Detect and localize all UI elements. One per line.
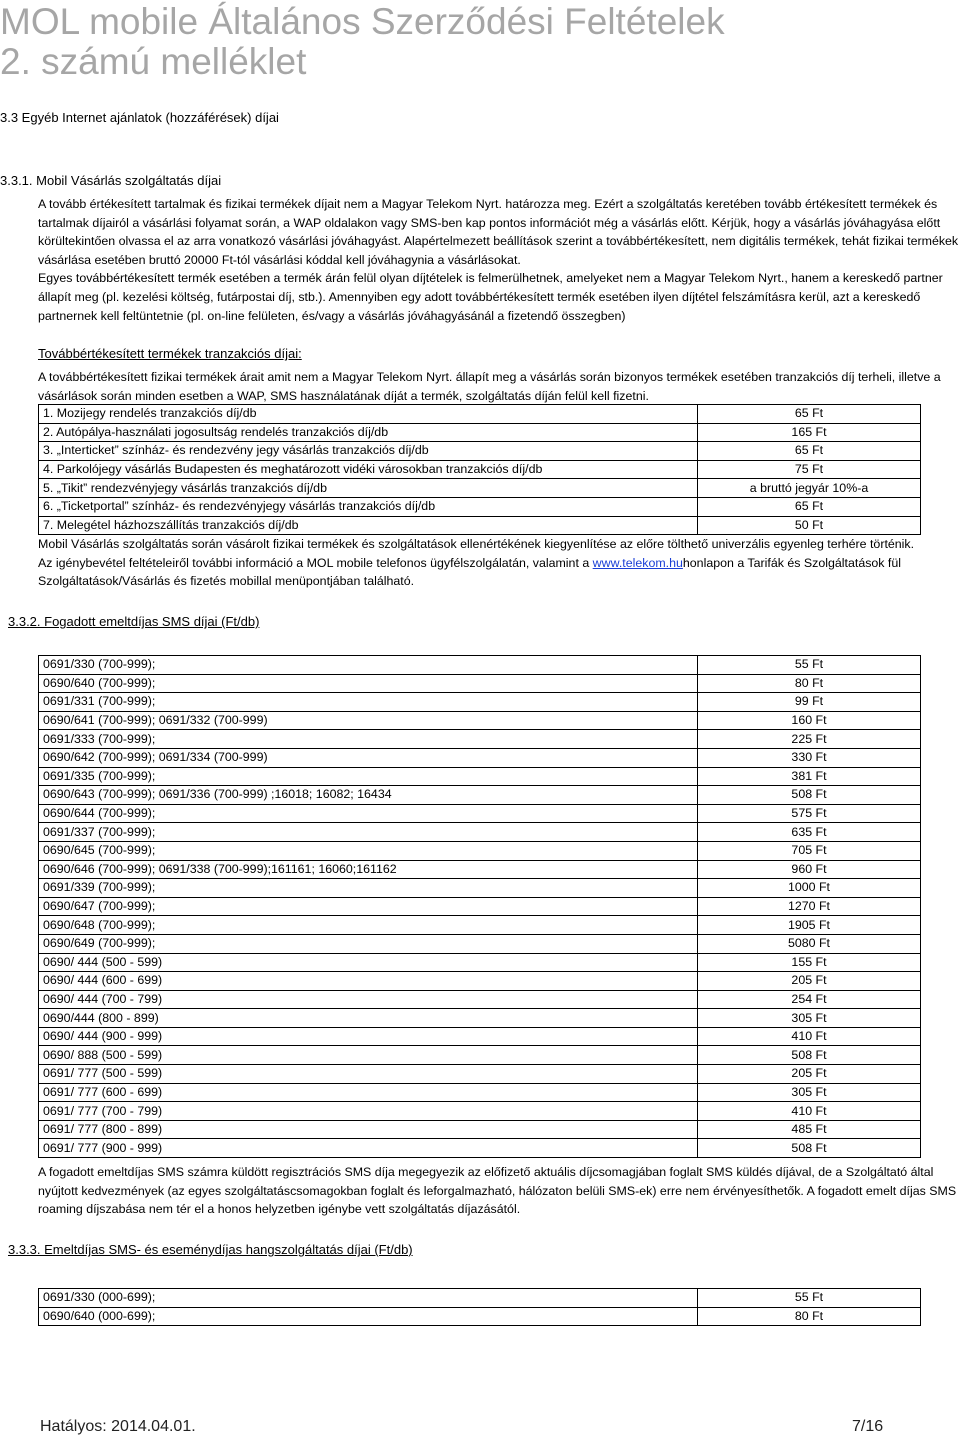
row-value: 160 Ft (698, 711, 921, 730)
table-row (39, 1289, 921, 1308)
table-row (39, 1120, 921, 1139)
row-label: 0691/ 777 (500 - 599) (39, 1065, 698, 1084)
row-label: 0691/ 777 (600 - 699) (39, 1083, 698, 1102)
row-value: 225 Ft (698, 730, 921, 749)
row-value: 165 Ft (698, 423, 921, 442)
row-label: 0690/ 444 (900 - 999) (39, 1027, 698, 1046)
section-heading-3-3-2: 3.3.2. Fogadott emeltdíjas SMS díjai (Ft/db) (8, 614, 260, 629)
row-label: 0690/645 (700-999); (39, 841, 698, 860)
table-row (39, 1046, 921, 1065)
row-label: 0690/ 444 (500 - 599) (39, 953, 698, 972)
table-row (39, 916, 921, 935)
page-number: 7/16 (852, 1418, 884, 1435)
document-title: MOL mobile Általános Szerződési Feltételek (0, 1, 725, 42)
section-heading-3-3: 3.3 Egyéb Internet ajánlatok (hozzáférések) díjai (0, 110, 279, 125)
row-label: 0690/641 (700-999); 0691/332 (700-999) (39, 711, 698, 730)
row-value: 508 Ft (698, 786, 921, 805)
row-label: 2. Autópálya-használati jogosultság rendelés tranzakciós díj/db (39, 423, 698, 442)
row-label: 0690/646 (700-999); 0691/338 (700-999);161161; 16060;161162 (39, 860, 698, 879)
table-row (39, 1009, 921, 1028)
row-label: 0690/649 (700-999); (39, 934, 698, 953)
row-label: 0690/ 444 (700 - 799) (39, 990, 698, 1009)
row-value: 65 Ft (698, 442, 921, 461)
table-row (39, 442, 921, 461)
table-row (39, 497, 921, 516)
row-label: 7. Melegétel házhozszállítás tranzakciós díj/db (39, 516, 698, 535)
row-label: 0690/643 (700-999); 0691/336 (700-999) ;16018; 16082; 16434 (39, 786, 698, 805)
row-label: 1. Mozijegy rendelés tranzakciós díj/db (39, 405, 698, 424)
premium-sms-note: A fogadott emeltdíjas SMS számra küldött regisztrációs SMS díja megegyezik az előfizető aktuális díjcsomagjában foglalt SMS küldés díjával, de a Szolgáltató által nyújtott kedvezmények (az egyes szolgáltatáscsomagokban foglalt és leforgalmazható, hálózaton belüli SMS-ek) erre nem érvényesíthetők. A fogadott emelt díjas SMS roaming díjszabása nem tér el a honos helyzetben igénybe vett szolgáltatás díjazásától. (38, 1165, 957, 1217)
row-value: 1270 Ft (698, 897, 921, 916)
row-label: 6. „Ticketportal” színház- és rendezvényjegy vásárlás tranzakciós díj/db (39, 497, 698, 516)
row-label: 0691/331 (700-999); (39, 693, 698, 712)
paragraph-pricing: A tovább értékesített tartalmak és fizikai termékek díjait nem a Magyar Telekom Nyrt. határozza meg. Ezért a szolgáltatás keretében tovább értékesített termékek és tartalmak díjairól a vásárlási folyamat során, a WAP oldalakon vagy SMS-ben kap pontos információt még a vásárlás előtt. Kérjük, hogy a vásárlás jóváhagyása előtt körültekintően olvassa el az arra vonatkozó vásárlási jóváhagyást. Alapértelmezett beállítások szerint a továbbértékesített, nem digitális termékek, tehát fizikai termékek vásárlása esetében bruttó 20000 Ft-tól vásárlási kóddal kell jóváhagynia a vásárlásokat. (38, 197, 959, 267)
row-label: 0691/333 (700-999); (39, 730, 698, 749)
table-row (39, 860, 921, 879)
row-label: 0690/ 888 (500 - 599) (39, 1046, 698, 1065)
row-value: 80 Ft (698, 674, 921, 693)
paragraph-extra-fees: Egyes továbbértékesített termék esetében a termék árán felül olyan díjtételek is felmerülhetnek, amelyeket nem a Magyar Telekom Nyrt., hanem a kereskedő partner állapít meg (pl. kezelési költség, futárpostai díj, stb.). Amennyiben egy adott továbbértékesített termék esetében ilyen díjtétel felszámításra kerül, azt a kereskedő partnernek kell feltüntetnie (pl. on-line felületen, és/vagy a vásárlás jóváhagyásánál a fizetendő összegben) (38, 271, 943, 323)
mobile-purchase-paragraphs (38, 195, 960, 325)
row-value: 485 Ft (698, 1120, 921, 1139)
table-row (39, 934, 921, 953)
row-label: 0690/644 (700-999); (39, 804, 698, 823)
row-value: 305 Ft (698, 1009, 921, 1028)
table-row (39, 656, 921, 675)
row-label: 3. „Interticket” színház- és rendezvény jegy vásárlás tranzakciós díj/db (39, 442, 698, 461)
table-row (39, 990, 921, 1009)
row-value: 1905 Ft (698, 916, 921, 935)
balance-note: Mobil Vásárlás szolgáltatás során vásárolt fizikai termékek és szolgáltatások ellenértékének kiegyenlítése az előre tölthető univerzális egyenleg terhére történik. (38, 537, 915, 551)
transaction-fee-table (38, 404, 921, 535)
row-value: 65 Ft (698, 405, 921, 424)
table-row (39, 405, 921, 424)
row-value: 635 Ft (698, 823, 921, 842)
row-label: 0691/339 (700-999); (39, 879, 698, 898)
info-note: Az igénybevétel feltételeiről további információ a MOL mobile telefonos ügyfélszolgálatán, valamint a www.telekom.huhonlapon a Tarifák és Szolgáltatások fül Szolgáltatások/Vásárlás és fizetés mobillal menüpontjában található. (38, 555, 902, 589)
row-value: 305 Ft (698, 1083, 921, 1102)
row-label: 0691/330 (000-699); (39, 1289, 698, 1308)
table-row (39, 1307, 921, 1326)
table-row (39, 1065, 921, 1084)
row-value: 55 Ft (698, 656, 921, 675)
table-row (39, 897, 921, 916)
row-value: 330 Ft (698, 748, 921, 767)
section-heading-3-3-3: 3.3.3. Emeltdíjas SMS- és eseménydíjas hangszolgáltatás díjai (Ft/db) (8, 1242, 413, 1257)
table-row (39, 460, 921, 479)
row-label: 0690/640 (700-999); (39, 674, 698, 693)
row-value: 410 Ft (698, 1102, 921, 1121)
row-value: 705 Ft (698, 841, 921, 860)
row-label: 0690/648 (700-999); (39, 916, 698, 935)
table-row (39, 1102, 921, 1121)
row-label: 0690/ 444 (600 - 699) (39, 972, 698, 991)
transaction-fees-subheading: Továbbértékesített termékek tranzakciós díjai: (38, 346, 302, 361)
row-value: 205 Ft (698, 1065, 921, 1084)
table-row (39, 823, 921, 842)
row-label: 5. „Tikit” rendezvényjegy vásárlás tranzakciós díj/db (39, 479, 698, 498)
table-row (39, 804, 921, 823)
row-label: 0690/640 (000-699); (39, 1307, 698, 1326)
table-row (39, 879, 921, 898)
row-value: 960 Ft (698, 860, 921, 879)
transaction-fees-paragraph: A továbbértékesített fizikai termékek árait amit nem a Magyar Telekom Nyrt. állapít meg a vásárlás során bizonyos termékek esetében tranzakciós díj terheli, illetve a vásárlások során minden esetben a WAP, SMS használatának díját a termék, szolgáltatás díján felül kell fizetni. (38, 370, 941, 403)
table-row (39, 479, 921, 498)
row-value: 55 Ft (698, 1289, 921, 1308)
premium-voice-table (38, 1288, 921, 1326)
row-value: 575 Ft (698, 804, 921, 823)
table-row (39, 953, 921, 972)
table-row (39, 516, 921, 535)
row-label: 0691/ 777 (900 - 999) (39, 1139, 698, 1158)
row-value: 155 Ft (698, 953, 921, 972)
row-label: 0690/647 (700-999); (39, 897, 698, 916)
row-label: 0691/ 777 (800 - 899) (39, 1120, 698, 1139)
row-value: 508 Ft (698, 1139, 921, 1158)
row-value: 75 Ft (698, 460, 921, 479)
row-value: 1000 Ft (698, 879, 921, 898)
table-row (39, 1083, 921, 1102)
row-value: 99 Ft (698, 693, 921, 712)
row-value: 254 Ft (698, 990, 921, 1009)
telekom-link[interactable]: www.telekom.hu (592, 555, 683, 570)
row-label: 0691/330 (700-999); (39, 656, 698, 675)
row-value: 50 Ft (698, 516, 921, 535)
row-label: 0690/642 (700-999); 0691/334 (700-999) (39, 748, 698, 767)
table-row (39, 423, 921, 442)
table-row (39, 1027, 921, 1046)
row-value: 205 Ft (698, 972, 921, 991)
table-row (39, 674, 921, 693)
table-row (39, 767, 921, 786)
table-row (39, 711, 921, 730)
row-value: 5080 Ft (698, 934, 921, 953)
table-row (39, 1139, 921, 1158)
row-value: 410 Ft (698, 1027, 921, 1046)
document-subtitle: 2. számú melléklet (0, 41, 307, 82)
row-value: 381 Ft (698, 767, 921, 786)
row-label: 0691/337 (700-999); (39, 823, 698, 842)
row-value: 508 Ft (698, 1046, 921, 1065)
row-value: 65 Ft (698, 497, 921, 516)
premium-sms-table (38, 655, 921, 1158)
table-row (39, 786, 921, 805)
row-label: 0691/335 (700-999); (39, 767, 698, 786)
table-row (39, 730, 921, 749)
table-row (39, 972, 921, 991)
section-heading-3-3-1: 3.3.1. Mobil Vásárlás szolgáltatás díjai (0, 173, 222, 188)
row-label: 4. Parkolójegy vásárlás Budapesten és meghatározott vidéki városokban tranzakciós díj/db (39, 460, 698, 479)
effective-date: Hatályos: 2014.04.01. (40, 1418, 196, 1435)
row-value: 80 Ft (698, 1307, 921, 1326)
table-row (39, 841, 921, 860)
table-row (39, 693, 921, 712)
table-row (39, 748, 921, 767)
row-value: a bruttó jegyár 10%-a (698, 479, 921, 498)
row-label: 0691/ 777 (700 - 799) (39, 1102, 698, 1121)
row-label: 0690/444 (800 - 899) (39, 1009, 698, 1028)
after-table-text (38, 535, 960, 591)
